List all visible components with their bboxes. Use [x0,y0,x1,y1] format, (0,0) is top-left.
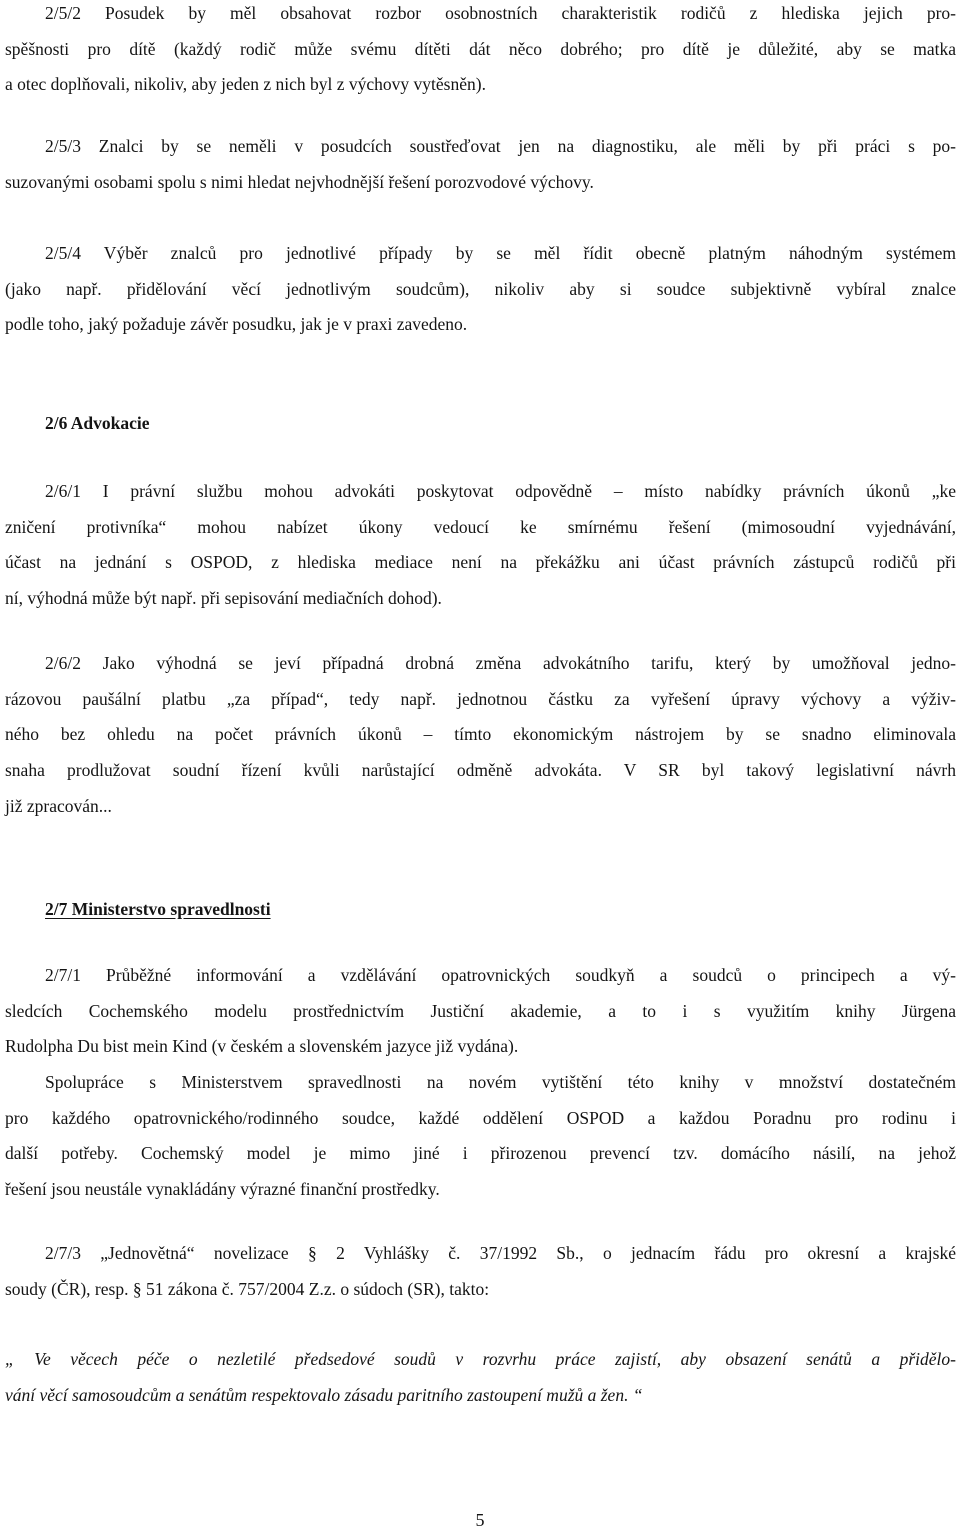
paragraph-2-5-4 [5,236,956,343]
paragraph-2-7-2 [5,1065,956,1208]
paragraph-2-6-1 [5,474,956,617]
text-line: podle toho, jaký požaduje závěr posudku, jak je v praxi zavedeno. [5,314,468,335]
text-line: snaha prodlužovat soudní řízení kvůli narůstající odměně advokáta. V SR byl takový legislativní návrh [5,760,956,781]
text-line: 2/5/3 Znalci by se neměli v posudcích soustřeďovat jen na diagnostiku, ale měli by při práci s po- [45,136,956,156]
text-line: „ Ve věcech péče o nezletilé předsedové soudů v rozvrhu práce zajistí, aby obsazení senátů a přidělo- [5,1349,956,1369]
text-line: pro každého opatrovnického/rodinného soudce, každé oddělení OSPOD a každou Poradnu pro rodinu i [5,1107,956,1128]
text-line: již zpracován... [5,795,112,816]
text-line: vání věcí samosoudcům a senátům respektovalo zásadu paritního zastoupení mužů a žen. “ [5,1384,643,1405]
paragraph-2-5-2 [5,0,956,103]
text-line: 2/5/2 Posudek by měl obsahovat rozbor osobnostních charakteristik rodičů z hlediska jejich pro- [45,3,956,23]
text-line: 2/7/3 „Jednovětná“ novelizace § 2 Vyhlášky č. 37/1992 Sb., o jednacím řádu pro okresní a krajské [45,1243,956,1263]
paragraph-2-6-2 [5,646,956,825]
text-line: Rudolpha Du bist mein Kind (v českém a slovenském jazyce již vydána). [5,1036,519,1057]
text-line: soudy (ČR), resp. § 51 zákona č. 757/2004 Z.z. o súdoch (SR), takto: [5,1278,490,1299]
text-line: sledcích Cochemského modelu prostřednictvím Justiční akademie, a to i s využitím knihy Jürgena [5,1000,956,1021]
text-line: (jako např. přidělování věcí jednotlivým soudcům), nikoliv aby si soudce subjektivně vybíral znalce [5,278,956,299]
text-line: suzovanými osobami spolu s nimi hledat nejvhodnější řešení porozvodové výchovy. [5,171,594,192]
text-line: zničení protivníka“ mohou nabízet úkony vedoucí ke smírnému řešení (mimosoudní vyjednávání, [5,516,956,537]
paragraph-2-7-3 [5,1236,956,1307]
section-heading-ministerstvo: 2/7 Ministerstvo spravedlnosti [45,899,271,919]
paragraph-2-5-3 [5,129,956,200]
quoted-amendment-text [5,1342,956,1413]
section-heading-advokacie: 2/6 Advokacie [45,413,150,433]
page-number: 5 [475,1510,485,1530]
text-line: ného bez ohledu na počet právních úkonů – tímto ekonomickým nástrojem by se snadno eliminovala [5,724,956,745]
text-line: účast na jednání s OSPOD, z hlediska mediace není na překážku ani účast právních zástupců rodičů při [5,552,956,573]
paragraph-2-7-1 [5,958,956,1065]
text-line: a otec doplňovali, nikoliv, aby jeden z nich byl z výchovy vytěsněn). [5,74,486,95]
text-line: 2/7/1 Průběžné informování a vzdělávání opatrovnických soudkyň a soudců o principech a vý- [45,965,956,985]
text-line: řešení jsou neustále vynakládány výrazné finanční prostředky. [5,1179,440,1200]
text-line: Spolupráce s Ministerstvem spravedlnosti na novém vytištění této knihy v množství dostatečném [45,1072,956,1092]
text-line: ní, výhodná může být např. při sepisování mediačních dohod). [5,588,442,609]
text-line: další potřeby. Cochemský model je mimo jiné i přirozenou prevencí tzv. domácího násilí, na jehož [5,1143,956,1164]
text-line: 2/6/2 Jako výhodná se jeví případná drobná změna advokátního tarifu, který by umožňoval jedno- [45,653,956,673]
text-line: 2/5/4 Výběr znalců pro jednotlivé případy by se měl řídit obecně platným náhodným systémem [45,243,956,263]
text-line: rázovou paušální platbu „za případ“, tedy např. jednotnou částku za vyřešení úpravy výchovy a výživ- [5,688,956,709]
text-line: 2/6/1 I právní službu mohou advokáti poskytovat odpovědně – místo nabídky právních úkonů „ke [45,481,956,501]
text-line: spěšnosti pro dítě (každý rodič může svému dítěti dát něco dobrého; pro dítě je důležité, aby se matka [5,38,956,59]
